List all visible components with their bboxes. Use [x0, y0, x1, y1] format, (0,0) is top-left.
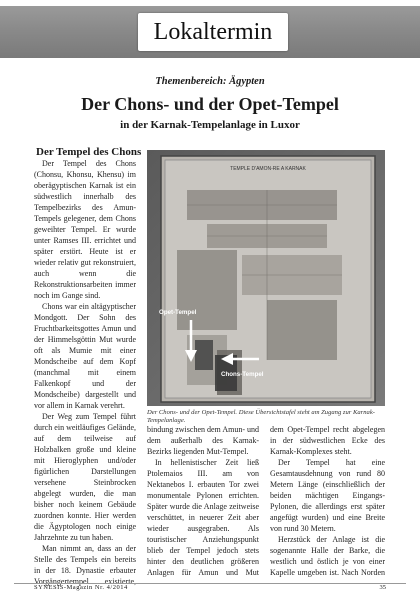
paragraph: bindung zwischen dem Amun- und dem außerhalb des Karnak-Bezirks liegenden Mut-Tempel.	[147, 425, 259, 456]
section-heading: Der Tempel des Chons	[36, 146, 142, 158]
paragraph: Der Tempel des Chons (Chonsu, Khonsu, Khensu) im oberägyptischen Karnak ist ein südwestlich innerhalb des Tempelbezirks des Amun-Tempels gelegener, dem Chons geweihter Tempel. Er wurde unter Ramses III. errichtet und später erstört. Heute ist er wieder relativ gut rekonstruiert, auch wenn die Rekonstruktionsarbeiten immer noch im Gange sind.	[34, 159, 136, 300]
paragraph: Der Tempel hat eine Gesamtausdehnung von rund 80 Metern Länge (einschließlich der beiden mächtigen Eingangs-Pylonen, die allerdings erst später angefügt wurden) und eine Breite von rund 30 Metern.	[270, 458, 385, 533]
topic-line: Themenbereich: Ägypten	[155, 76, 265, 87]
figure-caption: Der Chons- und der Opet-Tempel. Diese Übersichtstafel steht am Zugang zur Karnak-Tempelanlage.	[147, 409, 375, 424]
plan-illustration	[147, 150, 385, 406]
article-title: Der Chons- und der Opet-Tempel	[81, 94, 339, 114]
article-subtitle: in der Karnak-Tempelanlage in Luxor	[120, 119, 300, 131]
paragraph: Man nimmt an, dass an der Stelle des Tempels ein bereits in der 18. Dynastie erbauter Vorgängertempel existierte,	[34, 544, 136, 586]
opet-label: Opet-Tempel	[159, 309, 197, 316]
text-column-2	[147, 424, 259, 580]
paragraph: Herzstück der Anlage ist die sogenannte Halle der Barke, die westlich und östlich je von einer Kapelle umgeben ist. Nach Norden	[270, 535, 385, 577]
footer-magazine: SYNESIS-Magazin Nr. 4/2014	[34, 584, 128, 591]
paragraph: dem Opet-Tempel recht abgelegen in der südwestlichen Ecke des Karnak-Komplexes steht.	[270, 425, 385, 456]
text-column-3	[270, 424, 385, 580]
page-number: 35	[379, 584, 386, 591]
section-title: Lokaltermin	[138, 13, 288, 51]
paragraph: In hellenistischer Zeit ließ Ptolemaios III. am von Nektanebos I. erbauten Tor zwei monumentale Pylonen errichten. Später wurde die Anlage zeitweise verschüttet, in neuerer Zeit aber wieder ausgegraben. Als touristischer Anziehungspunkt blieb der Tempel jedoch stets hinter den deutlichen größeren Anlagen für Amun und Mut	[147, 458, 259, 577]
chons-label: Chons-Tempel	[221, 371, 264, 378]
plaque-title: TEMPLE D'AMON-RE A KARNAK	[230, 166, 306, 172]
paragraph: Chons war ein altägyptischer Mondgott. Der Sohn des Fruchtbarkeitsgottes Amun und der Himmelsgöttin Mut wurde oft als Mumie mit einer Mondscheibe auf dem Kopf (manchmal mit einem Falkenkopf und der Mondscheibe) dargestellt und vor allem in Karnak verehrt.	[34, 302, 136, 410]
text-column-1	[34, 158, 136, 586]
temple-plan-photo	[147, 150, 385, 406]
paragraph: Der Weg zum Tempel führt durch ein weitläufiges Gelände, auf dem teilweise auf Holzbalken große und kleine mit Hieroglyphen und/oder figürlichen Darstellungen versehene Steinbrocken abgelegt wurden, die man bisher noch keinem Gebäude zuordnen konnte. Hier werden die Ägyptologen noch einige Jahrzehnte zu tun haben.	[34, 412, 136, 542]
